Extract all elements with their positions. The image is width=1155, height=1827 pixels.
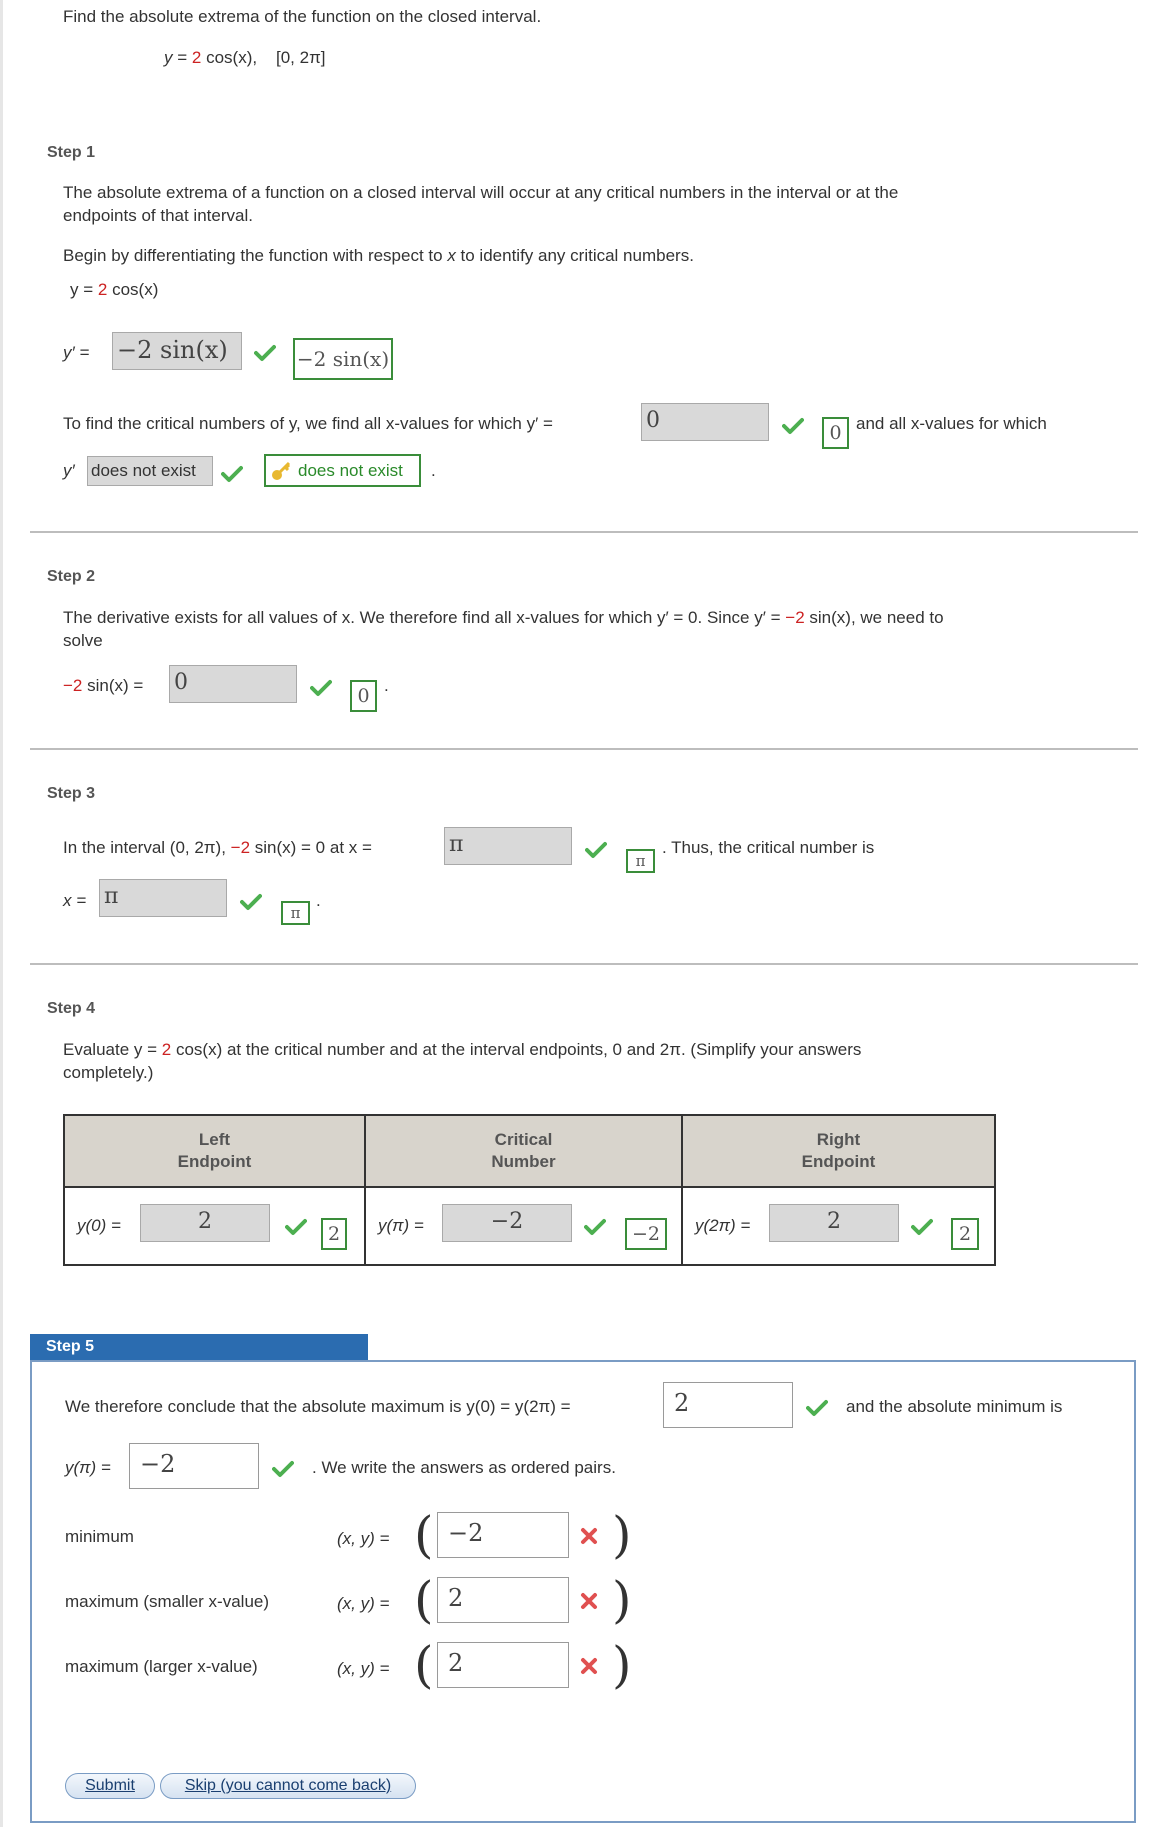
step-1-instruction: Begin by differentiating the function with respect to x to identify any critical numbers.: [63, 246, 694, 265]
critical-derivative-answer: 0: [822, 417, 849, 449]
evaluation-table: [63, 1114, 996, 1266]
step-1-label: Step 1: [47, 144, 96, 161]
step-3-text-c: . Thus, the critical number is: [662, 838, 875, 857]
right-endpoint-input[interactable]: 2: [769, 1204, 899, 1242]
dne-input[interactable]: does not exist: [87, 456, 213, 486]
divider: [30, 963, 1138, 965]
absolute-minimum-input[interactable]: −2: [129, 1443, 259, 1489]
close-paren: ): [612, 1506, 632, 1564]
step-2-period: .: [384, 676, 389, 695]
left-endpoint-cell: [64, 1187, 365, 1265]
step-3-input-1[interactable]: π: [444, 827, 572, 865]
step-3-correct-answer-1: π: [626, 849, 655, 873]
critical-number-label: y(π) =: [378, 1216, 424, 1235]
incorrect-x-icon: [580, 1592, 598, 1610]
minimum-pair-input[interactable]: −2: [437, 1512, 569, 1558]
step-5-text-b: and the absolute minimum is: [846, 1397, 1063, 1416]
critical-text-a: To find the critical numbers of y, we find all x-values for which y′ =: [63, 414, 553, 433]
check-icon: [254, 344, 276, 362]
step-5-tab: [30, 1334, 368, 1360]
maximum-smaller-label: maximum (smaller x-value): [65, 1592, 270, 1611]
divider: [30, 531, 1138, 533]
step-2-correct-answer: 0: [350, 680, 377, 712]
derivative-label: y′ =: [63, 343, 90, 362]
check-icon: [285, 1218, 307, 1236]
check-icon: [911, 1218, 933, 1236]
skip-button[interactable]: Skip (you cannot come back): [160, 1773, 416, 1799]
check-icon: [806, 1399, 828, 1417]
open-paren: (: [414, 1571, 434, 1629]
maximum-smaller-pair-input[interactable]: 2: [437, 1577, 569, 1623]
header-critical-number: Critical Number: [365, 1115, 682, 1187]
check-icon: [240, 893, 262, 911]
step-1-equation: y = 2 cos(x): [70, 280, 159, 299]
step-5-text-a: We therefore conclude that the absolute maximum is y(0) = y(2π) =: [65, 1397, 571, 1416]
right-endpoint-answer: 2: [951, 1218, 979, 1250]
minimum-xy-label: (x, y) =: [337, 1529, 390, 1548]
absolute-maximum-input[interactable]: 2: [663, 1382, 793, 1428]
step-2-equation: −2 sin(x) =: [63, 676, 144, 695]
check-icon: [585, 841, 607, 859]
step-2-input[interactable]: 0: [169, 665, 297, 703]
maximum-larger-label: maximum (larger x-value): [65, 1657, 258, 1676]
left-endpoint-label: y(0) =: [77, 1216, 121, 1235]
step-3-text: In the interval (0, 2π), −2 sin(x) = 0 at x =: [63, 838, 372, 857]
key-icon: [270, 460, 292, 482]
dne-period: .: [431, 461, 436, 480]
submit-button[interactable]: Submit: [65, 1773, 155, 1799]
close-paren: ): [612, 1636, 632, 1694]
header-right-endpoint: Right Endpoint: [682, 1115, 995, 1187]
step-5-label: Step 5: [46, 1338, 95, 1355]
maximum-larger-pair-input[interactable]: 2: [437, 1642, 569, 1688]
critical-number-cell: [365, 1187, 682, 1265]
step-3-period: .: [316, 891, 321, 910]
open-paren: (: [414, 1506, 434, 1564]
problem-interval: [0, 2π]: [275, 48, 326, 67]
step-2-label: Step 2: [47, 568, 96, 585]
check-icon: [272, 1460, 294, 1478]
check-icon: [782, 417, 804, 435]
right-endpoint-cell: [682, 1187, 995, 1265]
dne-label: y′: [63, 461, 75, 480]
maximum-larger-xy-label: (x, y) =: [337, 1659, 390, 1678]
divider: [30, 748, 1138, 750]
header-left-endpoint: Left Endpoint: [64, 1115, 365, 1187]
left-rule: [0, 0, 3, 1827]
check-icon: [584, 1218, 606, 1236]
open-paren: (: [414, 1636, 434, 1694]
incorrect-x-icon: [580, 1657, 598, 1675]
right-endpoint-label: y(2π) =: [695, 1216, 751, 1235]
step-3-label: Step 3: [47, 785, 96, 802]
step-3-x-label: x =: [63, 891, 87, 910]
step-4-text-line-1: Evaluate y = 2 cos(x) at the critical number and at the interval endpoints, 0 and 2π. (Simplify your answers: [63, 1040, 862, 1059]
derivative-correct-answer: −2 sin(x): [293, 338, 393, 380]
critical-text-b: and all x-values for which: [856, 414, 1047, 433]
minimum-label: minimum: [65, 1527, 134, 1546]
critical-number-input[interactable]: −2: [442, 1204, 572, 1242]
step-4-label: Step 4: [47, 1000, 96, 1017]
critical-number-answer: −2: [625, 1218, 667, 1250]
dne-correct-answer: does not exist: [264, 454, 421, 487]
check-icon: [310, 679, 332, 697]
maximum-smaller-xy-label: (x, y) =: [337, 1594, 390, 1613]
step-3-correct-answer-2: π: [281, 901, 310, 925]
absolute-minimum-label: y(π) =: [65, 1458, 111, 1477]
problem-function: y = 2 cos(x), [0, 2π]: [164, 48, 326, 67]
step-5-text-c: . We write the answers as ordered pairs.: [312, 1458, 616, 1477]
check-icon: [221, 465, 243, 483]
incorrect-x-icon: [580, 1527, 598, 1545]
derivative-input[interactable]: −2 sin(x): [112, 332, 242, 370]
step-1-text-line-1: The absolute extrema of a function on a closed interval will occur at any critical numbers in the interval or at the: [63, 183, 899, 202]
step-2-text-line-2: solve: [63, 631, 103, 650]
step-2-text-line-1: The derivative exists for all values of x. We therefore find all x-values for which y′ = 0. Since y′ = −2 sin(x), we need to: [63, 608, 944, 627]
step-3-input-2[interactable]: π: [99, 879, 227, 917]
problem-instruction: Find the absolute extrema of the function on the closed interval.: [63, 7, 542, 26]
left-endpoint-input[interactable]: 2: [140, 1204, 270, 1242]
step-1-text-line-2: endpoints of that interval.: [63, 206, 253, 225]
left-endpoint-answer: 2: [321, 1218, 347, 1250]
close-paren: ): [612, 1571, 632, 1629]
step-4-text-line-2: completely.): [63, 1063, 154, 1082]
critical-derivative-input[interactable]: 0: [641, 403, 769, 441]
